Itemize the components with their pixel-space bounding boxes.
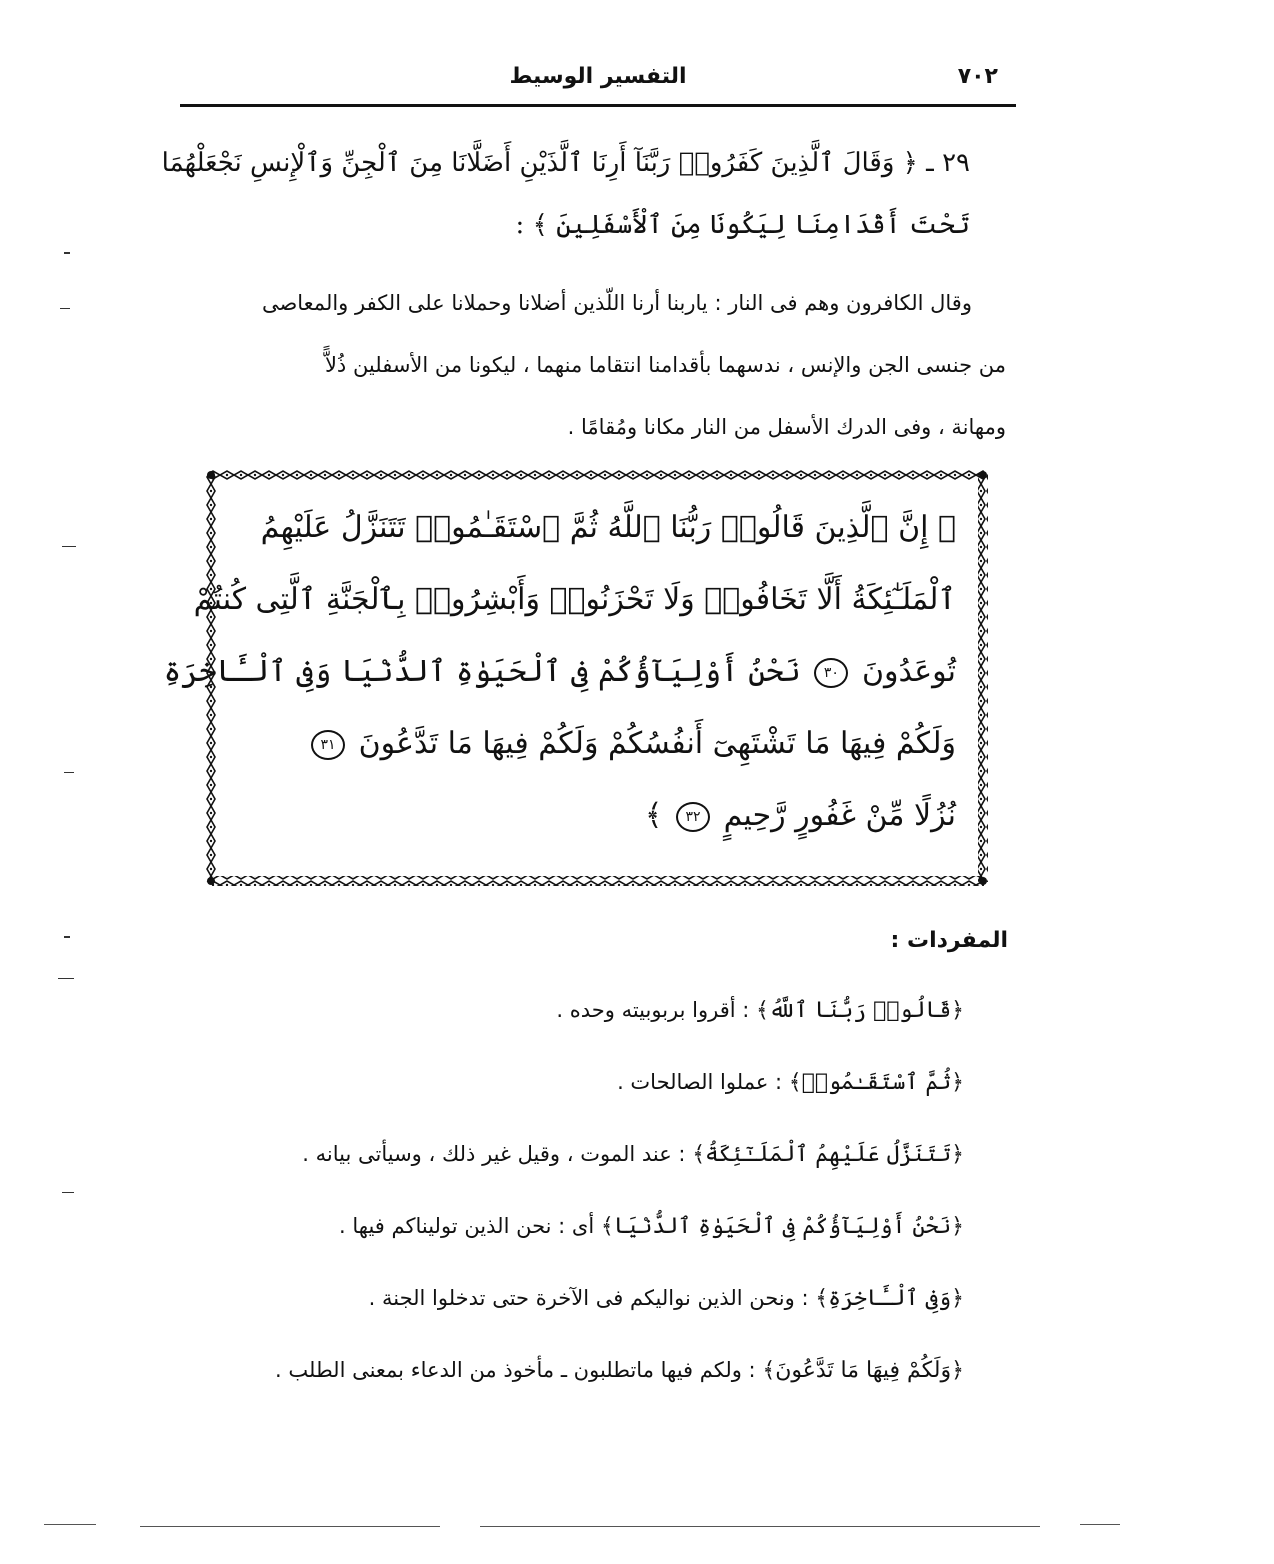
footer-line	[1080, 1524, 1120, 1525]
quran-line-2: ٱلْمَلَـٰٓئِكَةُ أَلَّا تَخَافُوا۟ وَلَا تَحْزَنُوا۟ وَأَبْشِرُوا۟ بِٱلْجَنَّةِ ٱلَّتِى كُنتُمْ	[193, 582, 956, 617]
quran-text	[163, 492, 956, 852]
vocabulary-meaning: : ولكم فيها ماتطلبون ـ مأخوذ من الدعاء بمعنى الطلب .	[275, 1358, 763, 1382]
scan-speck	[64, 252, 70, 254]
verse-29-line-1: ٢٩ ـ ﴿ وَقَالَ ٱلَّذِينَ كَفَرُوا۟ رَبَّنَآ أَرِنَا ٱلَّذَيْنِ أَضَلَّانَا مِنَ ٱلْجِنِّ وَٱلْإِنسِ نَجْعَلْهُمَا	[161, 148, 970, 178]
vocabulary-term: ﴿قَالُوا۟ رَبُّنَا ٱللَّهُ﴾	[756, 998, 964, 1023]
book-title: التفسير الوسيط	[509, 64, 687, 89]
ayah-number-32: ٣٢	[676, 802, 710, 832]
ayah-number-31: ٣١	[311, 730, 345, 760]
vocabulary-heading: المفردات :	[890, 928, 1008, 953]
scan-speck	[64, 936, 70, 938]
vocabulary-meaning: : ونحن الذين نواليكم فى الآخرة حتى تدخلوا الجنة .	[368, 1286, 816, 1310]
explanation-paragraph	[184, 272, 1006, 458]
scan-speck	[60, 308, 70, 309]
scan-speck	[62, 1192, 74, 1193]
vocabulary-term: ﴿تَتَنَزَّلُ عَلَيْهِمُ ٱلْمَلَـٰٓئِكَةُ﴾	[692, 1142, 964, 1167]
closing-bracket: ﴾	[644, 798, 663, 833]
quran-line-3-start: تُوعَدُونَ	[861, 654, 956, 689]
vocabulary-meaning: : عملوا الصالحات .	[617, 1070, 789, 1094]
quran-line-3-end: نَحْنُ أَوْلِيَآؤُكُمْ فِى ٱلْحَيَوٰةِ ٱلدُّنْيَا وَفِى ٱلْـَٔاخِرَةِ	[163, 654, 801, 689]
quran-line-4	[240, 708, 956, 780]
quran-line-1: ﴿ إِنَّ ٱلَّذِينَ قَالُوا۟ رَبُّنَا ٱللَّهُ ثُمَّ ٱسْتَقَـٰمُوا۟ تَتَنَزَّلُ عَلَيْهِمُ	[260, 510, 956, 545]
ayah-number-30: ٣٠	[814, 658, 848, 688]
vocabulary-item	[244, 1132, 964, 1204]
quran-line-5	[240, 780, 956, 852]
vocabulary-list	[244, 988, 964, 1420]
explanation-line-2: من جنسى الجن والإنس ، ندسهما بأقدامنا انتقاما منهما ، ليكونا من الأسفلين ذُلاًّ	[324, 353, 1006, 377]
quran-verses-box	[163, 470, 988, 886]
vocabulary-meaning: : أقروا بربوبيته وحده .	[556, 998, 757, 1022]
vocabulary-term: ﴿وَلَكُمْ فِيهَا مَا تَدَّعُونَ﴾	[762, 1358, 964, 1383]
verse-29-line-2: تَحْتَ أَقْدَامِنَا لِيَكُونَا مِنَ ٱلْأَسْفَلِينَ ﴾ :	[515, 210, 970, 240]
scan-speck	[58, 978, 74, 979]
vocabulary-item	[244, 1204, 964, 1276]
vocabulary-term: ﴿ثُمَّ ٱسْتَقَـٰمُوا۟﴾	[788, 1070, 964, 1095]
quran-line-5-text: نُزُلًا مِّنْ غَفُورٍ رَّحِيمٍ	[723, 798, 956, 833]
vocabulary-item	[244, 988, 964, 1060]
vocabulary-meaning: : عند الموت ، وقيل غير ذلك ، وسيأتى بيانه .	[302, 1142, 693, 1166]
footer-line	[140, 1526, 440, 1527]
explanation-line-3: ومهانة ، وفى الدرك الأسفل من النار مكانا ومُقامًا .	[567, 415, 1006, 439]
footer-line	[480, 1526, 1040, 1527]
quran-line-4-text: وَلَكُمْ فِيهَا مَا تَشْتَهِىٓ أَنفُسُكُمْ وَلَكُمْ فِيهَا مَا تَدَّعُونَ	[358, 726, 956, 761]
explanation-line-1: وقال الكافرون وهم فى النار : ياربنا أرنا اللّذين أضلانا وحملانا على الكفر والمعاصى	[261, 291, 972, 315]
vocabulary-item	[244, 1276, 964, 1348]
vocabulary-meaning: أى : نحن الذين توليناكم فيها .	[339, 1214, 601, 1238]
vocabulary-item	[244, 1060, 964, 1132]
vocabulary-term: ﴿نَحْنُ أَوْلِيَآؤُكُمْ فِى ٱلْحَيَوٰةِ ٱلدُّنْيَا﴾	[600, 1214, 964, 1239]
scan-speck	[64, 772, 74, 773]
vocabulary-term: ﴿وَفِى ٱلْـَٔاخِرَةِ﴾	[815, 1286, 964, 1311]
quran-line-3	[163, 636, 956, 708]
footer-line	[44, 1524, 96, 1525]
scan-speck	[62, 546, 76, 547]
page-header	[180, 58, 1016, 107]
verse-29	[161, 132, 970, 256]
vocabulary-item	[244, 1348, 964, 1420]
page-number: ٧٠٢	[957, 64, 998, 89]
